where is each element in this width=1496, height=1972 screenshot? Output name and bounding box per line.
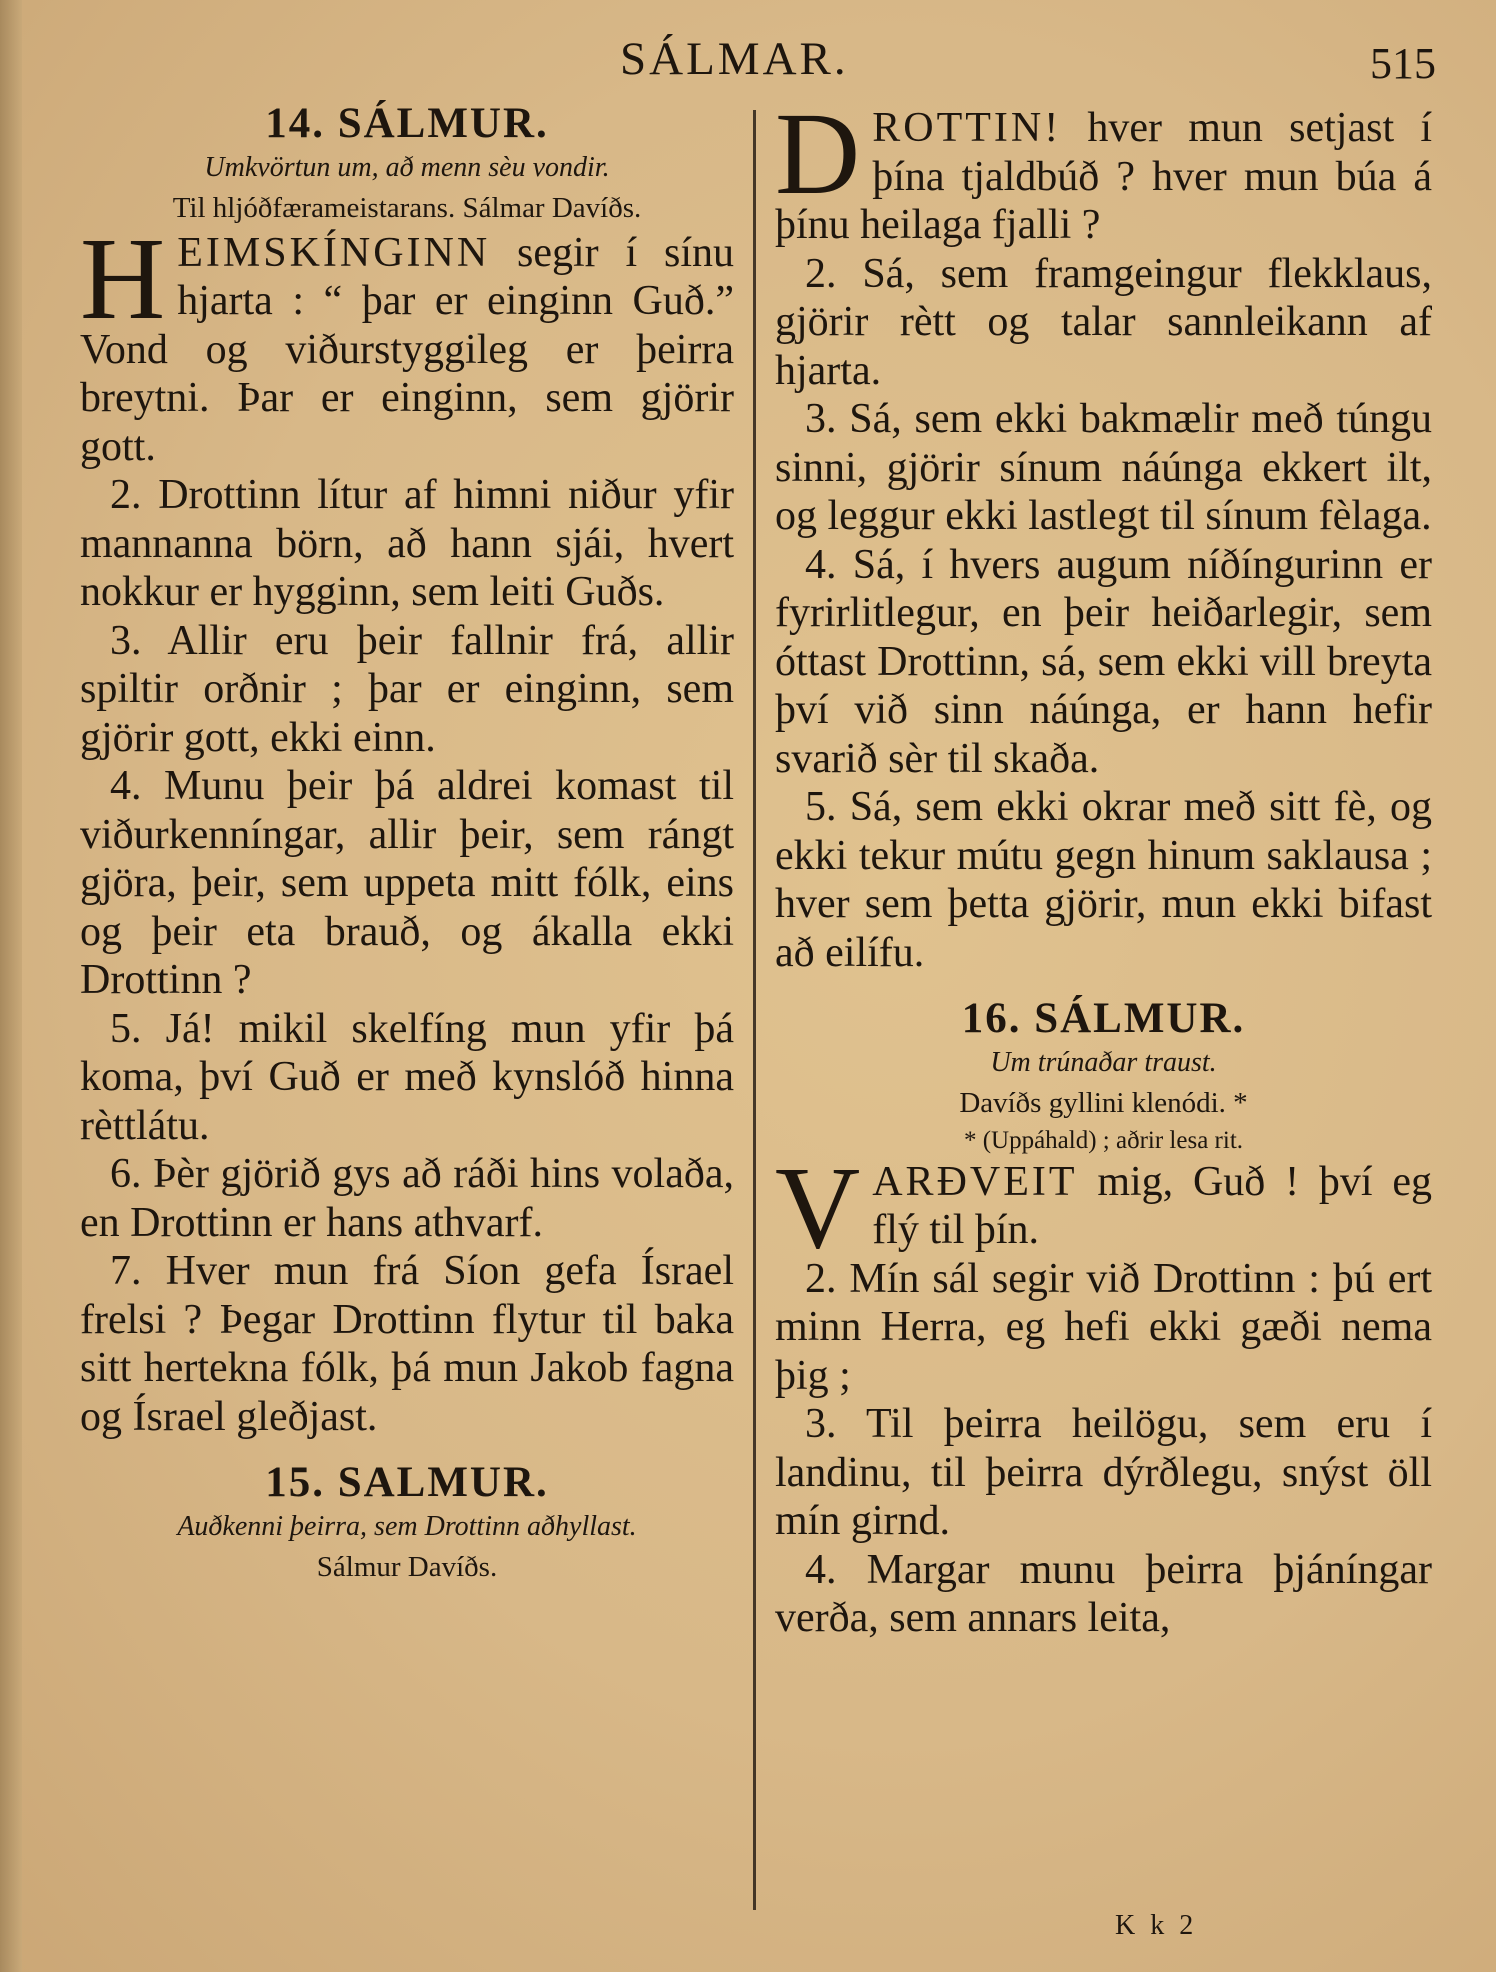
verse: 2. Sá, sem framgeingur flekklaus, gjörir rètt og talar sannleikann af hjarta. (775, 250, 1432, 394)
column-divider (753, 110, 756, 1910)
opening-caps: ROTTIN! (872, 105, 1062, 151)
dropcap: H (80, 212, 166, 344)
right-column (775, 88, 1432, 1643)
opening-text: segir í sínu hjarta : “ þar er einginn Guð.” Vond og viðurstyggileg er þeirra breytni. Þar er einginn, sem gjörir gott. (80, 229, 734, 470)
psalm-14-subtitle: Til hljóðfærameistarans. Sálmar Davíðs. (172, 191, 642, 224)
verse: 2. Drottinn lítur af himni niður yfir mannanna börn, að hann sjái, hvert nokkur er hygginn, sem leiti Guðs. (80, 472, 734, 615)
psalm-14-subtitle-italic: Umkvörtun um, að menn sèu vondir. (204, 151, 610, 183)
psalm-14-opening (80, 212, 734, 472)
dropcap: V (775, 1141, 861, 1273)
psalm-15-subtitle-italic: Auðkenni þeirra, sem Drottinn aðhyllast. (177, 1510, 637, 1542)
page-number: 515 (1370, 39, 1436, 88)
running-head: SÁLMAR. (620, 33, 849, 85)
verse: 5. Sá, sem ekki okrar með sitt fè, og ekki tekur mútu gegn hinum saklausa ; hver sem þetta gjörir, mun ekki bifast að eilífu. (775, 784, 1432, 976)
psalm-14-title: 14. SÁLMUR. (265, 100, 549, 147)
psalm-16-title: 16. SÁLMUR. (961, 995, 1246, 1042)
verse: 4. Munu þeir þá aldrei komast til viðurkenníngar, allir þeir, sem rángt gjöra, þeir, sem uppeta mitt fólk, eins og þeir eta brauð, og ákalla ekki Drottinn ? (80, 763, 734, 1003)
left-column (80, 100, 734, 1588)
verse: 2. Mín sál segir við Drottinn : þú ert minn Herra, eg hefi ekki gæði nema þig ; (775, 1255, 1432, 1399)
verse: 3. Allir eru þeir fallnir frá, allir spiltir orðnir ; þar er einginn, sem gjörir gott, ekki einn. (80, 617, 734, 761)
opening-caps: EIMSKÍNGINN (177, 229, 491, 276)
psalm-16-opening (775, 1141, 1432, 1273)
signature-mark: K k 2 (1115, 1910, 1198, 1941)
verse: 3. Sá, sem ekki bakmælir með túngu sinni, gjörir sínum náúnga ekkert ilt, og leggur ekki lastlegt til sínum fèlaga. (775, 396, 1432, 539)
psalm-15-title: 15. SALMUR. (265, 1459, 549, 1506)
psalm-16-footnote: * (Uppáhald) ; aðrir lesa rit. (963, 1126, 1244, 1154)
opening-text: hver mun setjast í þína tjaldbúð ? hver mun búa á þínu heilaga fjalli ? (775, 105, 1432, 248)
verse: 6. Þèr gjörið gys að ráði hins volaða, en Drottinn er hans athvarf. (80, 1151, 734, 1246)
psalm-15-subtitle: Sálmur Davíðs. (316, 1550, 498, 1583)
psalm-15-opening (775, 88, 1432, 250)
verse: 7. Hver mun frá Síon gefa Ísrael frelsi ? Þegar Drottinn flytur til baka sitt hertekna fólk, þá mun Jakob fagna og Ísrael gleðjast. (80, 1248, 734, 1440)
verse: 4. Sá, í hvers augum níðíngurinn er fyrirlitlegur, en þeir heiðarlegir, sem óttast Drottinn, sá, sem ekki vill breyta því við sinn náúnga, er hann hefir svarið sèr til skaða. (775, 541, 1432, 782)
verse: 4. Margar munu þeirra þjáníngar verða, sem annars leita, (775, 1546, 1432, 1641)
opening-text: mig, Guð ! því eg flý til þín. (872, 1158, 1432, 1253)
page-edge (0, 0, 22, 1972)
verse: 3. Til þeirra heilögu, sem eru í landinu, til þeirra dýrðlegu, snýst öll mín girnd. (775, 1401, 1432, 1544)
verse: 5. Já! mikil skelfíng mun yfir þá koma, því Guð er með kynslóð hinna rèttlátu. (80, 1005, 734, 1149)
dropcap: D (775, 88, 861, 219)
opening-caps: ARÐVEIT (872, 1158, 1078, 1205)
psalm-16-subtitle: Davíðs gyllini klenódi. * (959, 1086, 1248, 1119)
psalm-16-subtitle-italic: Um trúnaðar traust. (990, 1046, 1217, 1078)
